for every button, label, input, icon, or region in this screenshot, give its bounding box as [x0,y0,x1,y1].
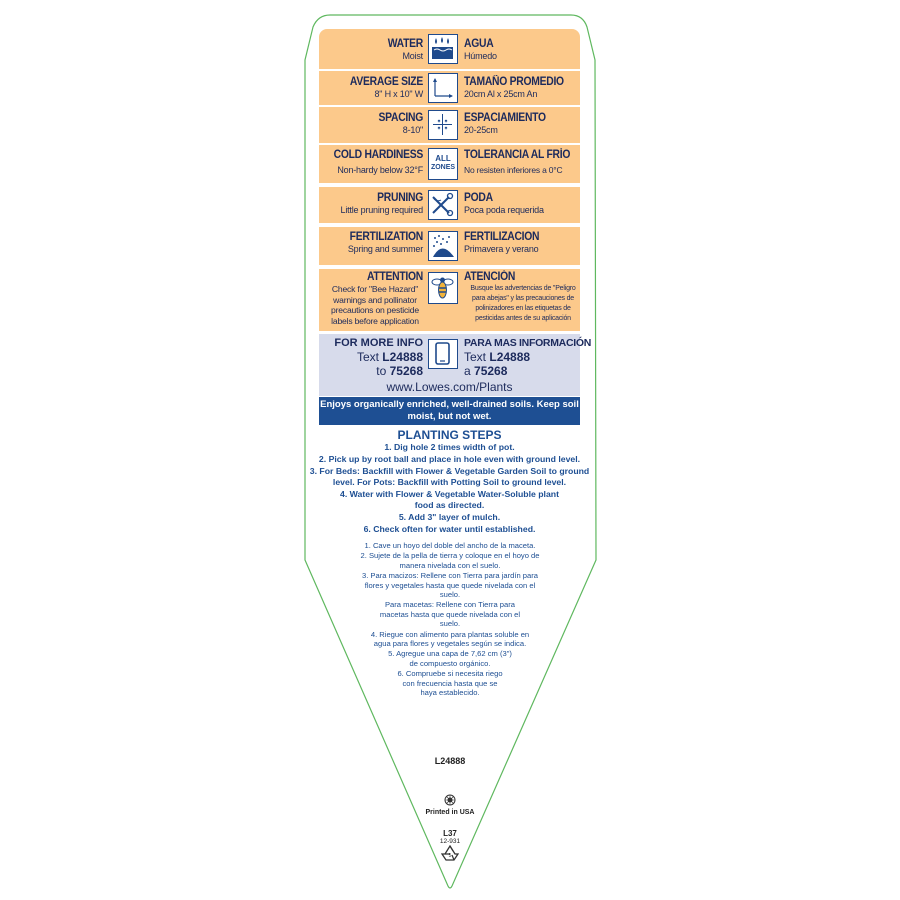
attention-title-es: ATENCIÓN [464,271,516,283]
attention-title-en: ATTENTION [366,271,423,283]
more-info-panel [319,334,591,396]
spacing-title-es: ESPACIAMIENTO [464,112,546,124]
water-title-es: AGUA [464,38,494,50]
info-title-en: FOR MORE INFO [334,337,423,349]
info-to-es: a [464,364,471,378]
size-arrows-icon [428,73,458,103]
cold-title-es: TOLERANCIA AL FRÍO [464,149,571,161]
size-title-es: TAMAÑO PROMEDIO [464,76,564,88]
info-number-en: 75268 [389,364,423,378]
attention-sub-es: Busque las advertencias de "Peligro para abejas" y las precauciones de polinizadores en las etiquetas de pesticidas antes de su aplicación [470,285,576,322]
care-row-cold-hardiness [319,145,580,183]
plastic-code-l: L37 [443,829,457,838]
info-text-es: Text [464,350,487,364]
step-es-3: 3. Para macizos: Rellene con Tierra para jardín para flores y vegetales hasta que quede nivelada con el suelo. [361,571,538,600]
water-drops-icon [428,34,458,64]
fert-sub-es: Primavera y verano [464,244,539,254]
care-row-pruning [319,187,580,223]
smartphone-icon [428,339,458,369]
tag-code: L24888 [434,756,466,766]
pruning-sub-en: Little pruning required [340,205,423,215]
union-bug-icon [444,794,456,806]
pruning-sub-es: Poca poda requerida [464,205,544,215]
info-text-en: Text [356,350,379,364]
step-en-5: 5. Add 3" layer of mulch. [398,512,501,522]
step-es-5: 5. Agregue una capa de 7,62 cm (3") de compuesto orgánico. [388,649,512,668]
plastic-code [420,830,480,846]
step-es-2: 2. Sujete de la pella de tierra y coloque en el hoyo de manera nivelada con el suelo. [360,551,540,570]
spacing-sub-es: 20-25cm [464,125,498,135]
step-en-3: 3. For Beds: Backfill with Flower & Vegetable Garden Soil to ground level. For Pots: Backfill with Potting Soil to ground level. [309,466,590,487]
spacing-icon [428,110,458,140]
step-es-6: 6. Compruebe si necesita riego con frecuencia hasta que se haya establecido. [397,669,503,698]
step-en-2: 2. Pick up by root ball and place in hole even with ground level. [318,454,581,464]
spacing-sub-en: 8-10" [402,125,423,135]
all-zones-icon-line2: ZONES [430,164,456,171]
planting-steps-es [350,541,550,699]
info-url[interactable]: www.Lowes.com/Plants [386,380,513,394]
info-number-es: 75268 [474,364,508,378]
spacing-title-en: SPACING [378,112,423,124]
planting-steps-en [309,442,590,536]
info-code-en: L24888 [382,350,423,364]
step-es-1: 1. Cave un hoyo del doble del ancho de la maceta. [364,541,536,550]
step-en-1: 1. Dig hole 2 times width of pot. [384,442,515,452]
fertilizer-icon [428,231,458,261]
fert-title-es: FERTILIZACION [464,231,540,243]
all-zones-icon [428,148,458,180]
care-row-size [319,71,580,105]
info-code-es: L24888 [489,350,531,364]
pruning-title-en: PRUNING [377,192,423,204]
info-title-es: PARA MAS INFORMACIÓN [464,337,591,349]
svg-text:5: 5 [448,853,452,859]
all-zones-icon-line1: ALL [435,154,451,163]
fert-title-en: FERTILIZATION [349,231,423,243]
care-row-water [319,29,580,69]
care-row-attention [319,269,580,331]
cold-title-en: COLD HARDINESS [333,149,423,161]
recycle-icon [441,845,459,861]
water-title-en: WATER [387,38,423,50]
planting-steps-title: PLANTING STEPS [397,428,502,442]
care-row-fertilization [319,227,580,265]
step-es-4: 4. Riegue con alimento para plantas soluble en agua para flores y vegetales según se indica. [370,629,530,649]
fert-sub-en: Spring and summer [347,244,423,254]
pruning-shears-icon [428,190,458,220]
cold-sub-es: No resisten inferiores a 0°C [464,165,563,175]
water-sub-en: Moist [402,51,423,61]
bee-icon [428,272,458,304]
cold-sub-en: Non-hardy below 32°F [337,165,423,175]
plastic-code-num: 12-931 [439,838,461,845]
info-to-en: to [376,364,387,378]
pruning-title-es: PODA [464,192,493,204]
size-title-en: AVERAGE SIZE [349,76,423,88]
attention-sub-en: Check for "Bee Hazard" warnings and pollinator precautions on pesticide labels before application [331,284,419,326]
size-sub-es: 20cm Al x 25cm An [464,89,538,99]
step-en-6: 6. Check often for water until established. [363,524,536,534]
printed-in-usa: Printed in USA [425,809,475,816]
step-en-4: 4. Water with Flower & Vegetable Water-Soluble plant food as directed. [340,489,559,510]
size-sub-en: 8" H x 10" W [374,89,423,99]
care-row-spacing [319,107,580,143]
step-es-3b: Para macetas: Rellene con Tierra para macetas hasta que quede nivelada con el suelo. [379,600,521,629]
soil-banner: Enjoys organically enriched, well-drained soils. Keep soil moist, but not wet. [319,397,580,425]
water-sub-es: Húmedo [464,51,497,61]
